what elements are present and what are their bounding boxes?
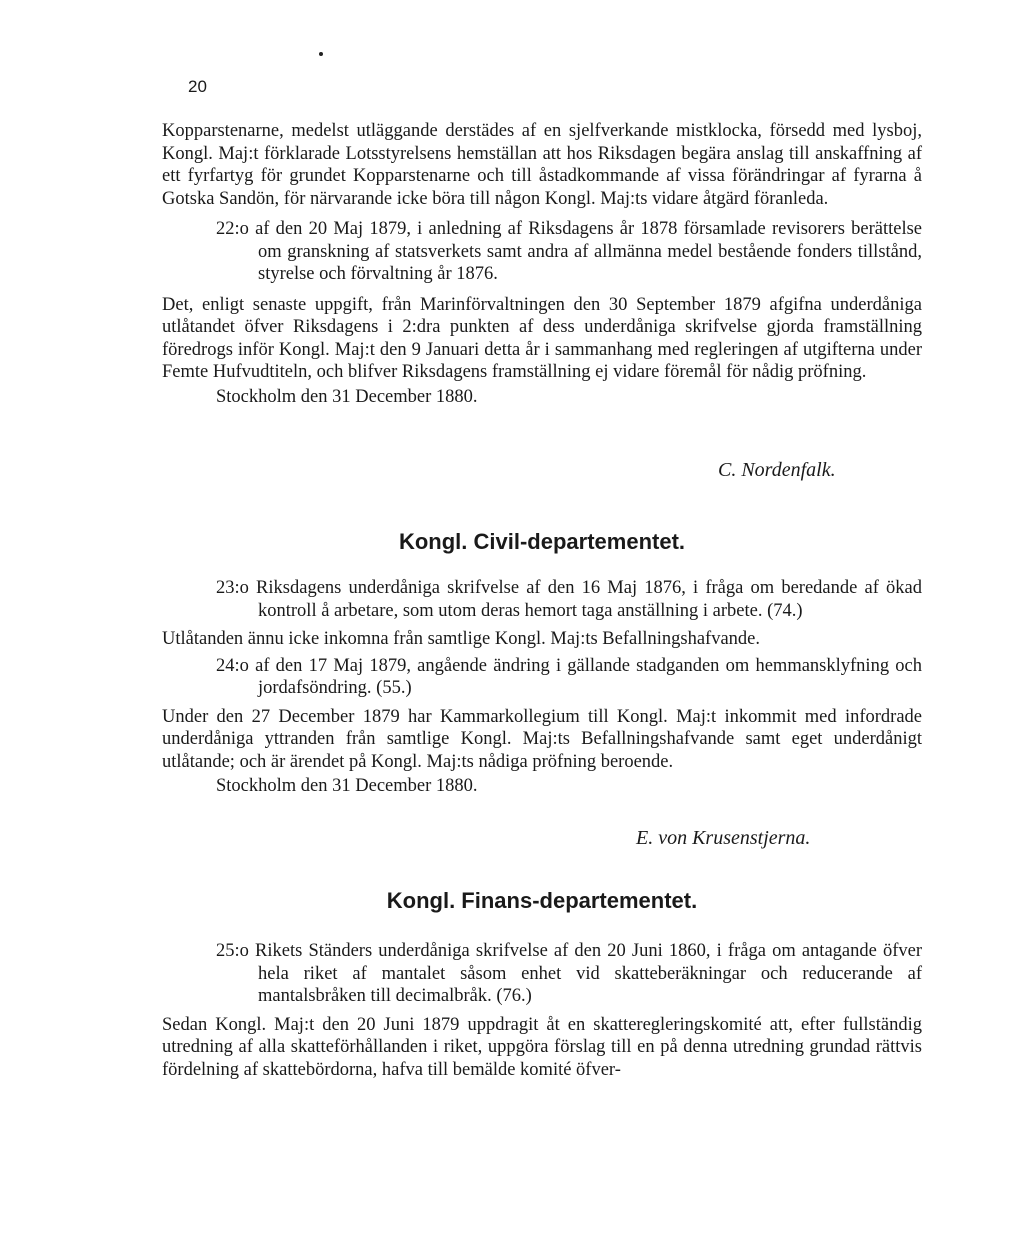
item-23: 23:o Riksdagens underdåniga skrifvelse af den 16 Maj 1876, i fråga om beredande af ökad kontroll å arbetare, som utom deras hemort taga anställning i arbete. (74.) [216,578,922,621]
signature: E. von Krusenstjerna. [636,827,811,849]
signature: C. Nordenfalk. [718,459,836,481]
section-1-text [162,120,922,408]
item-22: 22:o af den 20 Maj 1879, i anledning af Riksdagens år 1878 församlade revisorers berättelse om granskning af statsverkets samt andra af allmänna medel bestående fonders tillstånd, styrelse och förvaltning år 1876. [216,219,922,284]
item-25: 25:o Rikets Ständers underdåniga skrifvelse af den 20 Juni 1860, i fråga om antagande öfver hela riket af mantalet såsom enhet vid skatteberäkningar och reducerande af mantalsbråken till decimalbråk. (76.) [216,941,922,1006]
paragraph: Utlåtanden ännu icke inkomna från samtlige Kongl. Maj:ts Befallningshafvande. [162,629,761,649]
paragraph: Det, enligt senaste uppgift, från Marinförvaltningen den 30 September 1879 afgifna underdåniga utlåtandet öfver Riksdagens i 2:dra punkten af dess underdåniga skrifvelse gjorda framställning föredrogs inför Kongl. Maj:t den 9 Januari detta år i sammanhang med regleringen af utgifterna under Femte Hufvudtiteln, och blifver Riksdagens framställning ej vidare föremål för nådig pröfning. [162,294,922,382]
dateline: Stockholm den 31 December 1880. [216,776,478,796]
paragraph: Under den 27 December 1879 har Kammarkollegium till Kongl. Maj:t inkommit med infordrade underdåniga yttranden från samtlige Kongl. Maj:ts Befallningshafvande samt eget underdånigt utlåtande; och är ärendet på Kongl. Maj:ts nådiga pröfning beroende. [162,706,922,772]
department-heading: Kongl. Civil-departementet. [398,529,686,554]
scan-speck [319,52,323,56]
paragraph: Sedan Kongl. Maj:t den 20 Juni 1879 uppdragit åt en skatteregleringskomité att, efter fullständig utredning af alla skatteförhållanden i riket, uppgöra förslag till en på denna utredning grundad rättvis fördelning af skattebördorna, hafva till bemälde komité öfver- [162,1014,922,1080]
paragraph: Kopparstenarne, medelst utläggande derstädes af en sjelfverkande mistklocka, försedd med lysboj, Kongl. Maj:t förklarade Lotsstyrelsens hemställan att hos Riksdagen begära anslag till anskaffning af ett fyrfartyg för grundet Kopparstenarne och till åstadkommande af vissa förändringar af fyrarna å Gotska Sandön, för närvarande icke böra till någon Kongl. Maj:ts vidare åtgärd föranleda. [162,121,922,209]
item-24: 24:o af den 17 Maj 1879, angående ändring i gällande stadganden om hemmansklyfning och jordafsöndring. (55.) [216,655,922,698]
dateline: Stockholm den 31 December 1880. [216,386,478,407]
section-3-text [162,940,922,1081]
section-2-text [162,577,922,798]
page-number: 20 [188,77,207,96]
department-heading: Kongl. Finans-departementet. [386,888,698,913]
